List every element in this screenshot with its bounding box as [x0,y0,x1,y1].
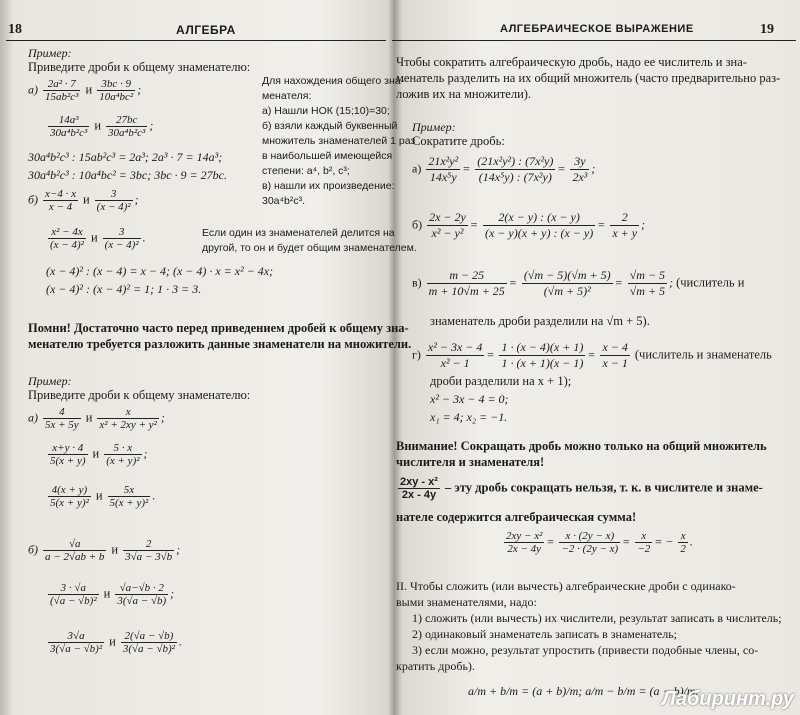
example-label: Пример: [28,374,72,388]
page-number: 19 [760,22,774,37]
left-page [6,18,417,715]
formula-line: б) $\frac{√a}{a - 2√ab + b}$ и $\frac{2}{3√a - 3√b}$ ; [28,538,181,563]
formula-line: б) $\frac{x-4 \cdot x}{x - 4}$ и $\frac{3}{\text{(x − 4)²}}$ ; [28,188,139,213]
formula-line: (x − 4)² : (x − 4) = x − 4; (x − 4) · x = x² − 4x; [46,264,274,278]
right-page [392,18,796,715]
formula-line: a/m + b/m = (a + b)/m; a/m − b/m = (a − b)/m. [468,684,699,698]
formula-line: $\frac{\text{2xy − x²}}{2x - 4y}$ = $\frac{x \cdot (2y - x)}{-2 \cdot (2y - x)}$ = $\frac{x}{-2}$ = − $\frac{x}{2}$ . [506,530,693,555]
example-label: Пример: [28,46,72,60]
formula-line: $\frac{\text{2xy - x²}}{2x - 4y}$ – эту дробь сокращать нельзя, т. к. в числителе и знаме- [400,476,763,501]
formula-line: $\frac{3√a}{\text{3(√a − √b)²}}$ и $\frac{2(√a - √b)}{\text{3(√a − √b)²}}$ . [50,630,182,655]
task-text: Приведите дроби к общему знаменателю: [28,388,251,402]
formula-line: $\frac{3 \cdot √a}{\text{(√a − √b)²}}$ и $\frac{√a-√b \cdot 2}{3(√a - √b)}$ ; [50,582,175,607]
rule-paragraph: II. Чтобы сложить (или вычесть) алгебраические дроби с одинако- выми знаменателями, надо: 1) сложить (или вычесть) их числители, результат записать в числитель; 2) одинаковый знаменатель записать в знаменатель; 3) если можно, результат упростить (привести подобные члены, со- кратить дробь). [396,579,782,673]
formula-line: $\frac{\text{x² − 4x}}{\text{(x − 4)²}}$ и $\frac{3}{\text{(x − 4)²}}$ . [50,226,146,251]
task-text: Приведите дроби к общему знаменателю: [28,60,251,74]
formula-line: 30a⁴b²c³ : 15ab²c³ = 2a³; 2a³ · 7 = 14a³; [28,150,223,164]
formula-line: $\frac{x+y \cdot 4}{5(x + y)}$ и $\frac{5 \cdot x}{\text{(x + y)²}}$ ; [50,442,148,467]
page-title: АЛГЕБРАИЧЕСКОЕ ВЫРАЖЕНИЕ [500,23,694,35]
warning-text: Внимание! Сокращать дробь можно только на общий множитель числителя и знаменателя! [396,439,767,469]
side-note: Для нахождения общего зна- менателя: а) Нашли НОК (15;10)=30; б) взяли каждый буквенный множитель знаменателей 1 раз в наибольшей имеющейся степени: a⁴, b², c³; в) нашли их произведение: 30a⁴b²c³. [262,75,416,207]
formula-line: б) $\frac{2x - 2y}{\text{x² − y²}}$ = $\frac{2(x - y) : (x - y)}{(x - y)(x + y) : (x - y)}$ = $\frac{2}{x + y}$ ; [412,210,646,240]
formula-line: (x − 4)² : (x − 4)² = 1; 1 · 3 = 3. [46,282,202,296]
formula-line: а) $\frac{\text{2a² · 7}}{\text{15ab²c³}}$ и $\frac{3bc \cdot 9}{\text{10a⁴bc²}}$ ; [28,78,142,103]
formula-line: $\frac{\text{14a³}}{\text{30a⁴b²c³}}$ и $\frac{27bc}{\text{30a⁴b²c³}}$ ; [50,114,154,139]
side-note: Если один из знаменателей делится на другой, то он и будет общим знаменателем. [202,227,417,254]
intro-paragraph: Чтобы сократить алгебраическую дробь, надо ее числитель и зна- менатель разделить на их общий множитель (часто предварительно раз- ложив их на множители). [396,55,781,101]
page-title: АЛГЕБРА [176,23,236,37]
formula-line: а) $\frac{\text{21x²y²}}{\text{14x⁵y}}$ = $\frac{\text{(21x²y²) : (7x²y)}}{\text{(14x⁵y) : (7x²y)}}$ = $\frac{3y}{\text{2x³}}$ ; [412,154,596,184]
formula-line: x² − 3x − 4 = 0; [430,392,509,406]
notice-text: Помни! Достаточно часто перед приведением дробей к общему зна- менателю требуется разложить данные знаменатели на множители. [28,321,412,351]
note-text: дроби разделили на x + 1); [430,374,572,388]
task-text: Сократите дробь: [412,134,505,148]
formula-line: в) $\frac{m - 25}{m + 10√m + 25}$ = $\frac{(√m - 5)(√m + 5)}{\text{(√m + 5)²}}$ = $\frac{√m - 5}{√m + 5}$ ; (числитель и [412,268,745,298]
formula-line: $\frac{4(x + y)}{\text{5(x + y)²}}$ и $\frac{5x}{\text{5(x + y)²}}$ . [50,484,156,509]
page-number: 18 [8,22,22,37]
left-header [6,18,386,41]
note-text: знаменатель дроби разделили на √m + 5). [430,314,650,328]
formula-line: а) $\frac{4}{5x + 5y}$ и $\frac{x}{\text{x² + 2xy + y²}}$ ; [28,406,165,431]
right-header [392,18,796,41]
watermark-logo: Лабиринт.ру [661,688,794,710]
example-label: Пример: [412,120,456,134]
formula-line: 30a⁴b²c³ : 10a⁴bc² = 3bc; 3bc · 9 = 27bc. [28,168,227,182]
warning-text: нателе содержится алгебраическая сумма! [396,510,637,524]
formula-line: x₁ = 4; x₂ = −1. [430,410,508,424]
formula-line: г) $\frac{\text{x² − 3x − 4}}{\text{x² − 1}}$ = $\frac{1 \cdot (x - 4)(x + 1)}{1 \cdot (x + 1)(x - 1)}$ = $\frac{x - 4}{x - 1}$ (числитель и знаменатель [412,340,772,370]
